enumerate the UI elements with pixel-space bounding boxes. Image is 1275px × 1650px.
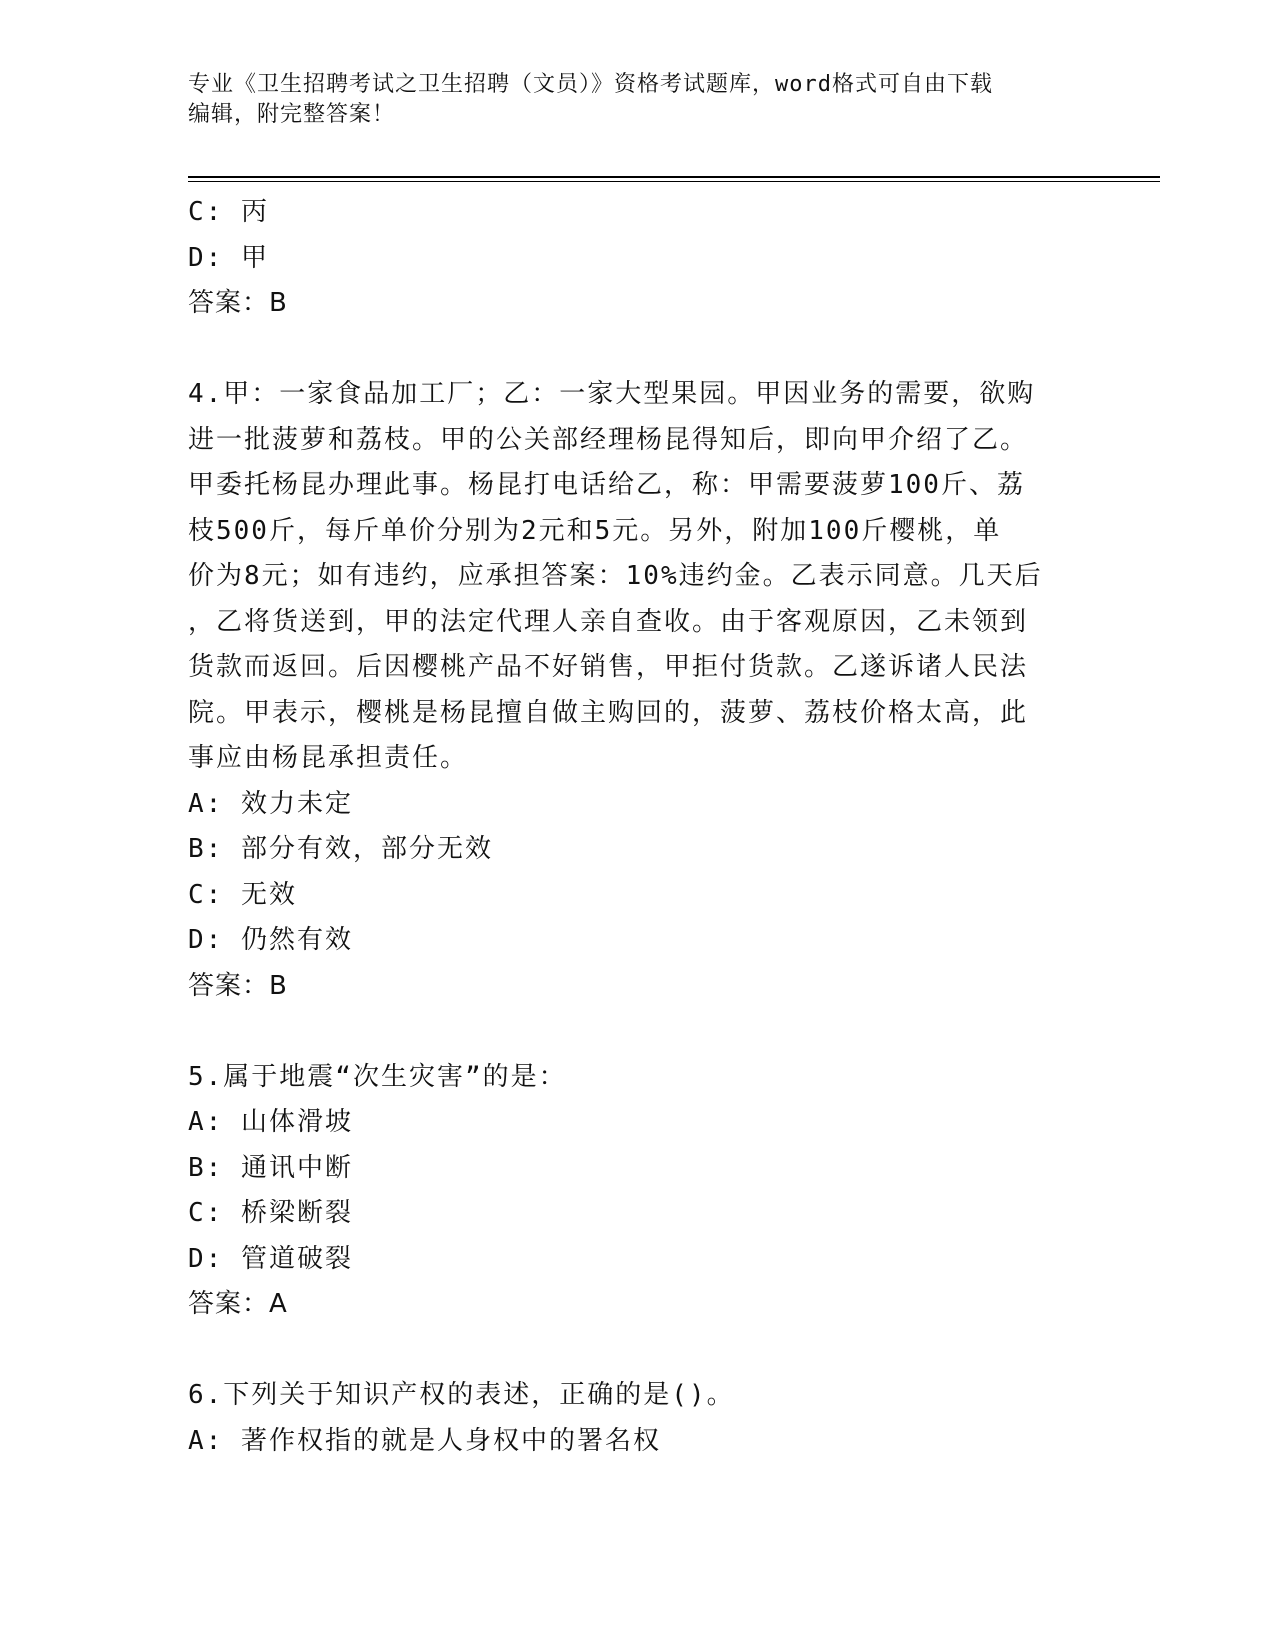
question-stem-line: 枝500斤，每斤单价分别为2元和5元。另外，附加100斤樱桃，单 xyxy=(188,515,1002,546)
header-title-line-1: 专业《卫生招聘考试之卫生招聘（文员）》资格考试题库，word格式可自由下载 xyxy=(188,72,993,97)
question-stem-line: 事应由杨昆承担责任。 xyxy=(188,743,469,773)
header-rule-thick xyxy=(188,176,1160,178)
spacer xyxy=(188,1328,1068,1374)
question-3-tail xyxy=(188,190,1068,327)
question-stem-line: 价为8元；如有违约，应承担答案：10%违约金。乙表示同意。几天后 xyxy=(188,561,1043,591)
question-stem: 6.下列关于知识产权的表述，正确的是()。 xyxy=(188,1380,735,1410)
question-6 xyxy=(188,1373,1068,1464)
option-b: B: 部分有效，部分无效 xyxy=(188,834,493,864)
option-a: A: 山体滑坡 xyxy=(188,1107,353,1137)
question-stem-line: 进一批菠萝和荔枝。甲的公关部经理杨昆得知后，即向甲介绍了乙。 xyxy=(188,424,1029,455)
option-b: B: 通讯中断 xyxy=(188,1152,353,1183)
option-d: D: 甲 xyxy=(188,242,269,273)
answer-line: 答案：B xyxy=(188,288,288,318)
document-header xyxy=(188,70,1088,130)
question-stem-line: 货款而返回。后因樱桃产品不好销售，甲拒付货款。乙遂诉诸人民法 xyxy=(188,652,1029,682)
header-title-line-2: 编辑，附完整答案！ xyxy=(188,102,396,127)
question-stem: 5.属于地震“次生灾害”的是： xyxy=(188,1061,567,1092)
spacer xyxy=(188,1009,1068,1055)
question-stem-line: 4.甲：一家食品加工厂；乙：一家大型果园。甲因业务的需要，欲购 xyxy=(188,379,1036,409)
question-4 xyxy=(188,372,1068,1009)
option-a: A: 著作权指的就是人身权中的署名权 xyxy=(188,1425,661,1456)
option-d: D: 仍然有效 xyxy=(188,925,353,955)
option-c: C: 丙 xyxy=(188,197,269,227)
question-list xyxy=(188,190,1068,1464)
question-stem-line: ，乙将货送到，甲的法定代理人亲自查收。由于客观原因，乙未领到 xyxy=(188,606,1029,637)
question-stem-line: 院。甲表示，樱桃是杨昆擅自做主购回的，菠萝、荔枝价格太高，此 xyxy=(188,697,1029,728)
option-a: A: 效力未定 xyxy=(188,788,353,819)
option-c: C: 桥梁断裂 xyxy=(188,1198,353,1228)
answer-line: 答案：A xyxy=(188,1289,288,1319)
option-d: D: 管道破裂 xyxy=(188,1243,353,1274)
question-5 xyxy=(188,1055,1068,1328)
header-rule-thin xyxy=(188,181,1160,182)
question-stem-line: 甲委托杨昆办理此事。杨昆打电话给乙，称：甲需要菠萝100斤、荔 xyxy=(188,470,1025,500)
option-c: C: 无效 xyxy=(188,879,297,910)
spacer xyxy=(188,327,1068,373)
answer-line: 答案：B xyxy=(188,970,288,1001)
